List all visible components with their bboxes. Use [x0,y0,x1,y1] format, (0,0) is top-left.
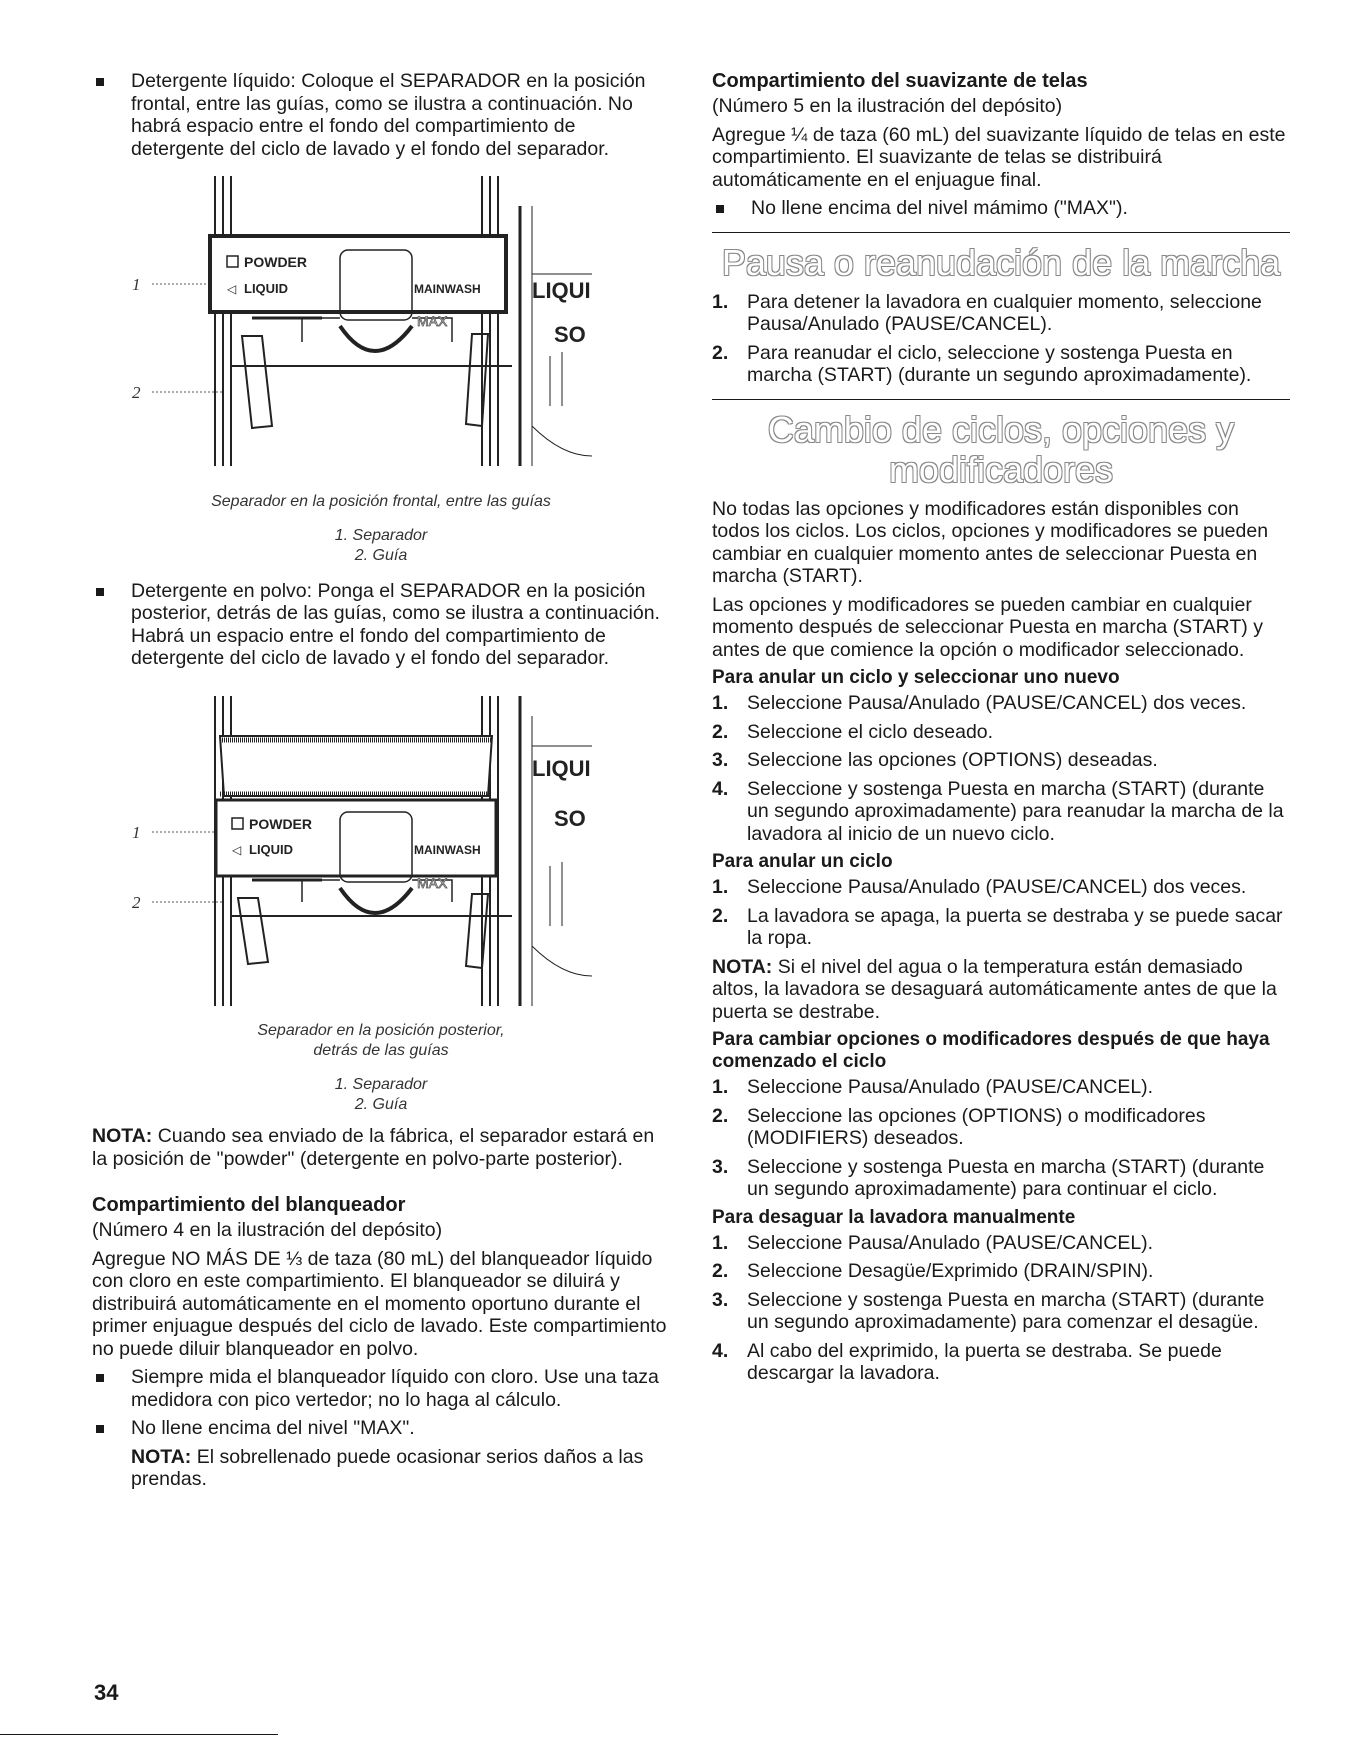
bullet-liquid-detergent: Detergente líquido: Coloque el SEPARADOR en la posición frontal, entre las guías, como se ilustra a continuación. No habrá espacio entre el fondo del compartimiento de detergente del ciclo de lavado y el fondo del separador. [92,70,670,160]
fig2-callout-2: 2 [132,892,141,912]
figure-separator-front [92,166,670,566]
footer-rule [0,1734,278,1735]
section-divider [712,399,1290,400]
fig1-powder-label: POWDER [244,254,307,270]
bullet-marker [96,588,104,596]
figure-legend-2: 2. Guía [354,1096,408,1113]
change-paragraph-1: No todas las opciones y modificadores están disponibles con todos los ciclos. Los ciclos, opciones y modificadores se pueden cambiar en cualquier momento antes de seleccionar Puesta en marcha (START). [712,497,1269,587]
softener-paragraph: Agregue ¼ de taza (60 mL) del suavizante líquido de telas en este compartimiento. El suavizante de telas se distribuirá automáticamente en el enjuague final. [712,123,1286,191]
bleach-bullet-1: Siempre mida el blanqueador líquido con cloro. Use una taza medidora con pico vertedor; no lo haga al cálculo. [92,1366,670,1411]
bleach-subtitle: (Número 4 en la ilustración del depósito) [92,1219,443,1241]
separator-front-illustration [92,166,670,486]
change-paragraph-2: Las opciones y modificadores se pueden cambiar en cualquier momento después de seleccionar Puesta en marcha (START) y antes de que comience la opción o modificador seleccionado. [712,593,1263,661]
figure-caption-line-1: Separador en la posición posterior, [257,1022,505,1039]
bleach-paragraph: Agregue NO MÁS DE ⅓ de taza (80 mL) del blanqueador líquido con cloro en este compartimiento. El blanqueador se diluirá y distribuirá automáticamente en el momento oportuno durante el primer enjuague después del ciclo de lavado. Este compartimiento no puede diluir blanqueador en polvo. [92,1247,667,1360]
softener-heading: Compartimiento del suavizante de telas [712,70,1088,92]
figure-caption-line-2: detrás de las guías [313,1042,449,1059]
fig1-callout-1: 1 [132,275,141,294]
cancel-new-heading: Para anular un ciclo y seleccionar uno nuevo [712,667,1120,688]
figure-legend-2: 2. Guía [354,546,408,564]
cancel-new-step-2: 2. Seleccione el ciclo deseado. [712,720,994,743]
factory-note: NOTA: Cuando sea enviado de la fábrica, el separador estará en la posición de "powder" (detergente en polvo-parte posterior). [92,1125,655,1170]
bleach-bullet-2: No llene encima del nivel "MAX". [92,1417,670,1440]
bleach-heading: Compartimiento del blanqueador [92,1194,406,1216]
pause-section-title: Pausa o reanudación de la marcha [721,241,1281,283]
cancel-new-step-3: 3. Seleccione las opciones (OPTIONS) deseadas. [712,749,1158,771]
cancel-step-2: 2. La lavadora se apaga, la puerta se destraba y se puede sacar la ropa. [712,904,1283,949]
fig2-side-so-label: SO [554,805,586,831]
bullet-marker [96,1425,104,1433]
bullet-powder-detergent: Detergente en polvo: Ponga el SEPARADOR en la posición posterior, detrás de las guías, como se ilustra a continuación. Habrá un espacio entre el fondo del compartimiento de detergente del ciclo de lavado y el fondo del separador. [92,580,670,670]
bullet-marker [716,205,724,213]
fig1-max-label: MAX [417,313,448,329]
pause-step-1: 1. Para detener la lavadora en cualquier momento, seleccione Pausa/Anulado (PAUSE/CANCEL). [712,290,1262,335]
svg-text:◁: ◁ [232,842,242,857]
section-divider [712,232,1290,233]
fig2-side-liquid-label: LIQUI [532,755,591,781]
fig2-powder-label: POWDER [249,815,312,832]
fig2-max-label: MAX [417,874,448,891]
fig1-liquid-label: LIQUID [244,281,289,296]
separator-back-illustration [92,676,670,1016]
pause-step-2: 2. Para reanudar el ciclo, seleccione y sostenga Puesta en marcha (START) (durante un segundo aproximadamente). [712,341,1252,386]
change-options-heading: Para cambiar opciones o modificadores después de que haya comenzado el ciclo [712,1029,1270,1072]
fig1-side-liquid-label: LIQUI [532,278,591,303]
cancel-heading: Para anular un ciclo [712,851,893,872]
svg-text:◁: ◁ [227,282,237,296]
drain-heading: Para desaguar la lavadora manualmente [712,1206,1076,1228]
softener-bullet: No llene encima del nivel mámimo ("MAX"). [712,197,1290,220]
change-section-title-line-1: Cambio de ciclos, opciones y [767,408,1235,450]
figure-separator-back [92,676,670,1116]
bullet-marker [96,1374,104,1382]
fig1-side-so-label: SO [554,322,586,347]
drain-step-4: 4. Al cabo del exprimido, la puerta se destraba. Se puede descargar la lavadora. [712,1339,1222,1384]
cancel-step-1: 1. Seleccione Pausa/Anulado (PAUSE/CANCEL) dos veces. [712,876,1247,898]
left-column [92,70,670,1497]
figure-legend-1: 1. Separador [334,526,428,544]
change-options-step-2: 2. Seleccione las opciones (OPTIONS) o modificadores (MODIFIERS) deseados. [712,1104,1206,1149]
softener-subtitle: (Número 5 en la ilustración del depósito) [712,95,1063,117]
water-level-note: NOTA: Si el nivel del agua o la temperatura están demasiado altos, la lavadora se desaguará automáticamente antes de que la puerta se destrabe. [712,955,1277,1023]
cancel-new-step-1: 1. Seleccione Pausa/Anulado (PAUSE/CANCEL) dos veces. [712,692,1247,714]
drain-step-1: 1. Seleccione Pausa/Anulado (PAUSE/CANCEL). [712,1231,1154,1254]
overfill-note: NOTA: El sobrellenado puede ocasionar serios daños a las prendas. [131,1445,644,1490]
bullet-marker [96,78,104,86]
page-number: 34 [94,1680,119,1705]
figure-legend-1: 1. Separador [334,1076,428,1093]
change-options-step-1: 1. Seleccione Pausa/Anulado (PAUSE/CANCEL). [712,1076,1154,1098]
drain-step-2: 2. Seleccione Desagüe/Exprimido (DRAIN/SPIN). [712,1260,1154,1282]
fig2-callout-1: 1 [132,822,141,842]
fig2-mainwash-label: MAINWASH [414,842,481,857]
fig1-mainwash-label: MAINWASH [414,282,481,296]
change-section-title-line-2: modificadores [888,448,1114,490]
fig2-liquid-label: LIQUID [249,841,294,857]
cancel-new-step-4: 4. Seleccione y sostenga Puesta en marcha (START) (durante un segundo aproximadamente) para reanudar la marcha de la lavadora al inicio de un nuevo ciclo. [712,777,1284,845]
right-column [712,70,1290,1391]
figure-caption: Separador en la posición frontal, entre las guías [211,492,551,510]
fig1-callout-2: 2 [132,383,141,402]
change-options-step-3: 3. Seleccione y sostenga Puesta en marcha (START) (durante un segundo aproximadamente) para continuar el ciclo. [712,1155,1265,1200]
drain-step-3: 3. Seleccione y sostenga Puesta en marcha (START) (durante un segundo aproximadamente) para comenzar el desagüe. [712,1288,1265,1333]
